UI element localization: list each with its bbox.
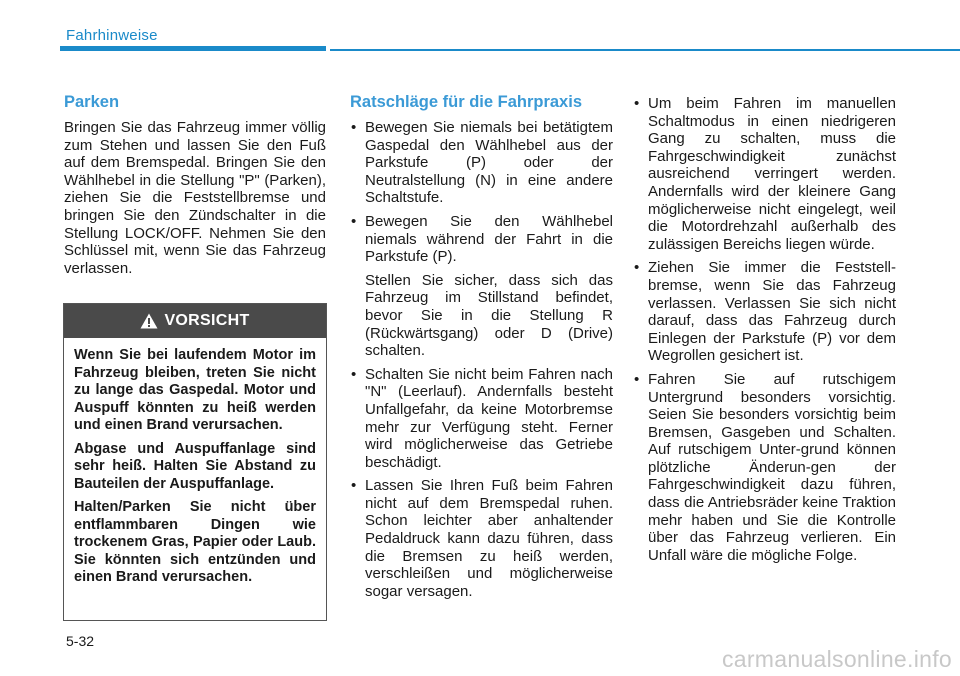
list-item [351, 366, 613, 472]
warning-body [64, 338, 326, 587]
parken-paragraph: Bringen Sie das Fahrzeug immer völlig zum Stehen und lassen Sie den Fuß auf dem Bremspedal. Bringen Sie den Wählhebel in die Stellung "P" (Parken), ziehen Sie die Feststellbremse und bringen Sie den Zündschalter in die Stellung LOCK/OFF. Nehmen Sie den Schlüssel mit, wenn Sie das Fahrzeug verlassen. [64, 119, 326, 277]
warning-triangle-icon [140, 313, 158, 329]
list-item-text: Ziehen Sie immer die Feststell-bremse, wenn Sie das Fahrzeug verlassen. Verlassen Sie sich nicht darauf, dass das Fahrzeug durch Einlegen der Parkstufe (P) vor dem Wegrollen gesichert ist. [648, 259, 896, 365]
page-number: 5-32 [66, 633, 95, 649]
warning-header [64, 304, 326, 338]
heading-parken: Parken [64, 93, 120, 111]
list-item-subtext: Stellen Sie sicher, dass sich das Fahrzeug im Stillstand befindet, bevor Sie in die Stellung R (Rückwärtsgang) oder D (Drive) schalten. [365, 271, 613, 360]
list-item-text: Bewegen Sie niemals bei betätigtem Gaspedal den Wählhebel aus der Parkstufe (P) oder der Neutralstellung (N) in eine andere Schaltstufe. [365, 119, 613, 207]
list-item-text: Um beim Fahren im manuellen Schaltmodus in einen niedrigeren Gang zu schalten, muss die Fahrgeschwindigkeit zunächst ausreichend verringert werden. Andernfalls wird der kleinere Gang möglicherweise nicht eingelegt, weil die Motordrehzahl außerhalb des zulässigen Bereichs liegen würde. [648, 95, 896, 253]
header-bar-thick [60, 46, 326, 51]
warning-paragraph: Abgase und Auspuffanlage sind sehr heiß. Halten Sie Abstand zu Bauteilen der Auspuffanlage. [74, 440, 316, 492]
heading-ratschlaege: Ratschläge für die Fahrpraxis [350, 93, 582, 111]
list-item-text: Fahren Sie auf rutschigem Untergrund besonders vorsichtig. Seien Sie besonders vorsichtig beim Bremsen, Gasgeben und Schalten. Auf rutschigem Unter-grund können plötzliche Änderun-gen der Fahrgeschwindigkeit dazu führen, dass die Antriebsräder keine Traktion mehr haben und Sie die Kontrolle über das Fahrzeug verlieren. Ein Unfall wäre die mögliche Folge. [648, 370, 896, 564]
list-item [634, 259, 896, 365]
warning-paragraph: Wenn Sie bei laufendem Motor im Fahrzeug bleiben, treten Sie nicht zu lange das Gaspedal. Motor und Auspuff könnten zu heiß werden und einen Brand verursachen. [74, 347, 316, 433]
list-item [351, 119, 613, 207]
list-item [351, 213, 613, 360]
list-item-text: Bewegen Sie den Wählhebel niemals während der Fahrt in die Parkstufe (P). [365, 212, 613, 266]
list-item [634, 371, 896, 565]
list-item [634, 95, 896, 253]
warning-title: VORSICHT [164, 312, 250, 329]
list-item [351, 477, 613, 600]
warning-box [63, 303, 327, 621]
header-bar-thin [330, 49, 960, 51]
list-item-text: Schalten Sie nicht beim Fahren nach "N" (Leerlauf). Andernfalls besteht Unfallgefahr, da keine Motorbremse mehr zur Verfügung steht. Ferner wird möglicherweise das Getriebe beschädigt. [365, 365, 613, 471]
list-item-text: Lassen Sie Ihren Fuß beim Fahren nicht auf dem Bremspedal ruhen. Schon leichter aber anhaltender Pedaldruck kann dazu führen, dass die Bremsen zu heiß werden, verschleißen und möglicherweise sogar versagen. [365, 477, 613, 600]
warning-paragraph: Halten/Parken Sie nicht über entflammbaren Dingen wie trockenem Gras, Papier oder Laub. Sie könnten sich entzünden und einen Brand verursachen. [74, 499, 316, 585]
section-title: Fahrhinweise [66, 27, 158, 44]
right-bullet-list [634, 95, 896, 570]
middle-bullet-list [351, 119, 613, 606]
watermark: carmanualsonline.info [721, 646, 952, 672]
